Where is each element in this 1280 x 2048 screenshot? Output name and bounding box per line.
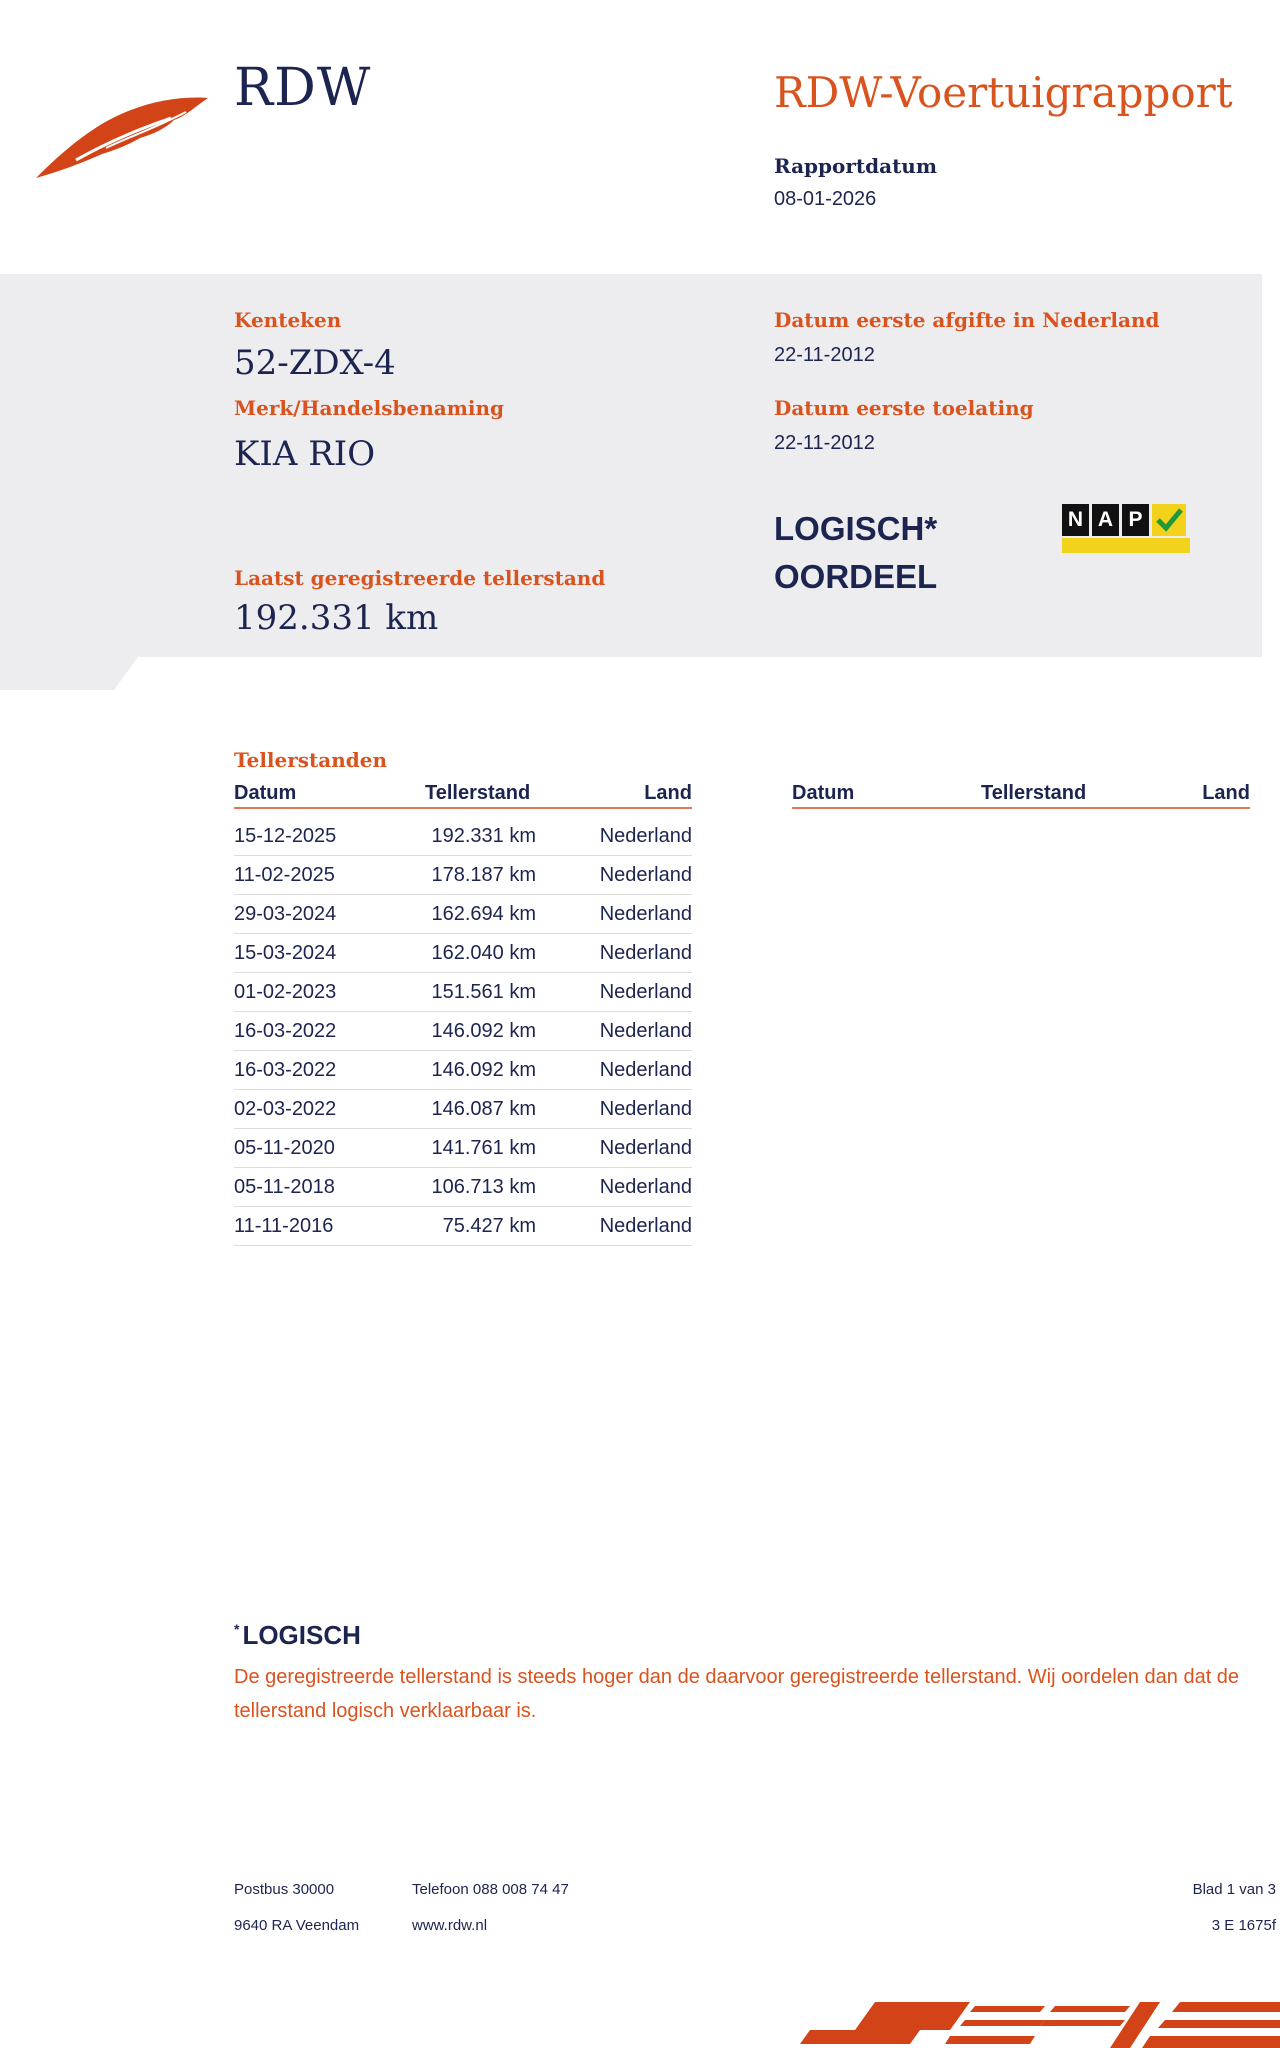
cell-land: Nederland	[599, 864, 692, 886]
last-odometer-value: 192.331 km	[234, 598, 439, 638]
table-row	[234, 894, 692, 934]
nap-logo	[1062, 504, 1190, 554]
footer-telefoon: Telefoon 088 008 74 47	[412, 1881, 569, 1898]
header-rule	[234, 807, 692, 809]
check-icon	[1152, 504, 1186, 536]
cell-tellerstand: 141.761 km	[431, 1137, 536, 1159]
table-row	[234, 855, 692, 895]
cell-tellerstand: 146.092 km	[431, 1059, 536, 1081]
cell-land: Nederland	[599, 825, 692, 847]
nap-letter: A	[1092, 504, 1119, 536]
first-admission-value: 22-11-2012	[774, 432, 875, 454]
first-issue-label: Datum eerste afgifte in Nederland	[774, 308, 1160, 332]
cell-datum: 01-02-2023	[234, 981, 337, 1003]
footnote-marker: *	[234, 1621, 240, 1638]
footer-document-code: 3 E 1675f	[1211, 1917, 1276, 1934]
cell-datum: 16-03-2022	[234, 1059, 337, 1081]
cell-land: Nederland	[599, 1059, 692, 1081]
cell-land: Nederland	[599, 981, 692, 1003]
cell-datum: 11-02-2025	[234, 864, 335, 886]
table-row	[234, 972, 692, 1012]
cell-datum: 05-11-2018	[234, 1176, 335, 1198]
cell-datum: 15-12-2025	[234, 825, 337, 847]
nap-letter: N	[1062, 504, 1089, 536]
cell-datum: 05-11-2020	[234, 1137, 335, 1159]
cell-tellerstand: 162.040 km	[431, 942, 536, 964]
cell-land: Nederland	[599, 1137, 692, 1159]
cell-tellerstand: 192.331 km	[431, 825, 536, 847]
merk-value: KIA RIO	[234, 434, 376, 474]
footnote-title	[234, 1620, 361, 1651]
table-row	[234, 933, 692, 973]
first-admission-label: Datum eerste toelating	[774, 396, 1034, 420]
vehicle-summary-panel	[0, 274, 1262, 690]
col-header-tellerstand-2: Tellerstand	[981, 782, 1087, 804]
nap-letter: P	[1122, 504, 1149, 536]
report-date: 08-01-2026	[774, 188, 877, 210]
footnote-text: De geregistreerde tellerstand is steeds hoger dan de daarvoor geregistreerde tellerstand. Wij oordelen dan dat de tellerstand logisch verklaarbaar is.	[234, 1666, 1240, 1722]
cell-datum: 02-03-2022	[234, 1098, 337, 1120]
table-row	[234, 1206, 692, 1246]
cell-land: Nederland	[599, 1176, 692, 1198]
rdw-logo-icon	[36, 88, 208, 182]
col-header-datum: Datum	[234, 782, 297, 804]
report-date-label: Rapportdatum	[774, 154, 938, 178]
cell-land: Nederland	[599, 1020, 692, 1042]
cell-datum: 15-03-2024	[234, 942, 337, 964]
cell-tellerstand: 106.713 km	[431, 1176, 536, 1198]
table-title: Tellerstanden	[234, 748, 388, 772]
cell-datum: 29-03-2024	[234, 903, 337, 925]
table-row	[234, 816, 692, 856]
cell-land: Nederland	[599, 1098, 692, 1120]
footnote-title-text: LOGISCH	[242, 1620, 361, 1650]
footer-page-number: Blad 1 van 3	[1192, 1881, 1276, 1898]
cell-land: Nederland	[599, 942, 692, 964]
report-title: RDW-Voertuigrapport	[774, 68, 1233, 117]
nap-bar	[1062, 538, 1190, 553]
cell-tellerstand: 146.087 km	[431, 1098, 536, 1120]
cell-land: Nederland	[599, 903, 692, 925]
cell-land: Nederland	[599, 1215, 692, 1237]
brand-name: RDW	[234, 58, 372, 118]
verdict-line-1: LOGISCH*	[774, 510, 938, 547]
cell-tellerstand: 146.092 km	[431, 1020, 536, 1042]
last-odometer-label: Laatst geregistreerde tellerstand	[234, 566, 606, 590]
footer-postcode: 9640 RA Veendam	[234, 1917, 360, 1934]
table-row	[234, 1050, 692, 1090]
kenteken-label: Kenteken	[234, 308, 342, 332]
col-header-tellerstand: Tellerstand	[425, 782, 531, 804]
first-issue-value: 22-11-2012	[774, 344, 875, 366]
cell-datum: 16-03-2022	[234, 1020, 337, 1042]
cell-tellerstand: 151.561 km	[431, 981, 536, 1003]
col-header-land: Land	[644, 782, 692, 804]
cell-tellerstand: 178.187 km	[431, 864, 536, 886]
decorative-stripes-icon	[800, 1988, 1280, 2048]
table-row	[234, 1167, 692, 1207]
footer-postbus: Postbus 30000	[234, 1881, 335, 1898]
table-row	[234, 1089, 692, 1129]
kenteken-value: 52-ZDX-4	[234, 343, 396, 383]
table-row	[234, 1011, 692, 1051]
cell-tellerstand: 162.694 km	[431, 903, 536, 925]
merk-label: Merk/Handelsbenaming	[234, 396, 505, 420]
col-header-datum-2: Datum	[792, 782, 855, 804]
table-row	[234, 1128, 692, 1168]
cell-datum: 11-11-2016	[234, 1215, 334, 1237]
verdict-line-2: OORDEEL	[774, 558, 938, 595]
col-header-land-2: Land	[1202, 782, 1250, 804]
footer-website-link[interactable]: www.rdw.nl	[412, 1917, 488, 1934]
header-rule-2	[792, 807, 1250, 809]
cell-tellerstand: 75.427 km	[442, 1215, 536, 1237]
